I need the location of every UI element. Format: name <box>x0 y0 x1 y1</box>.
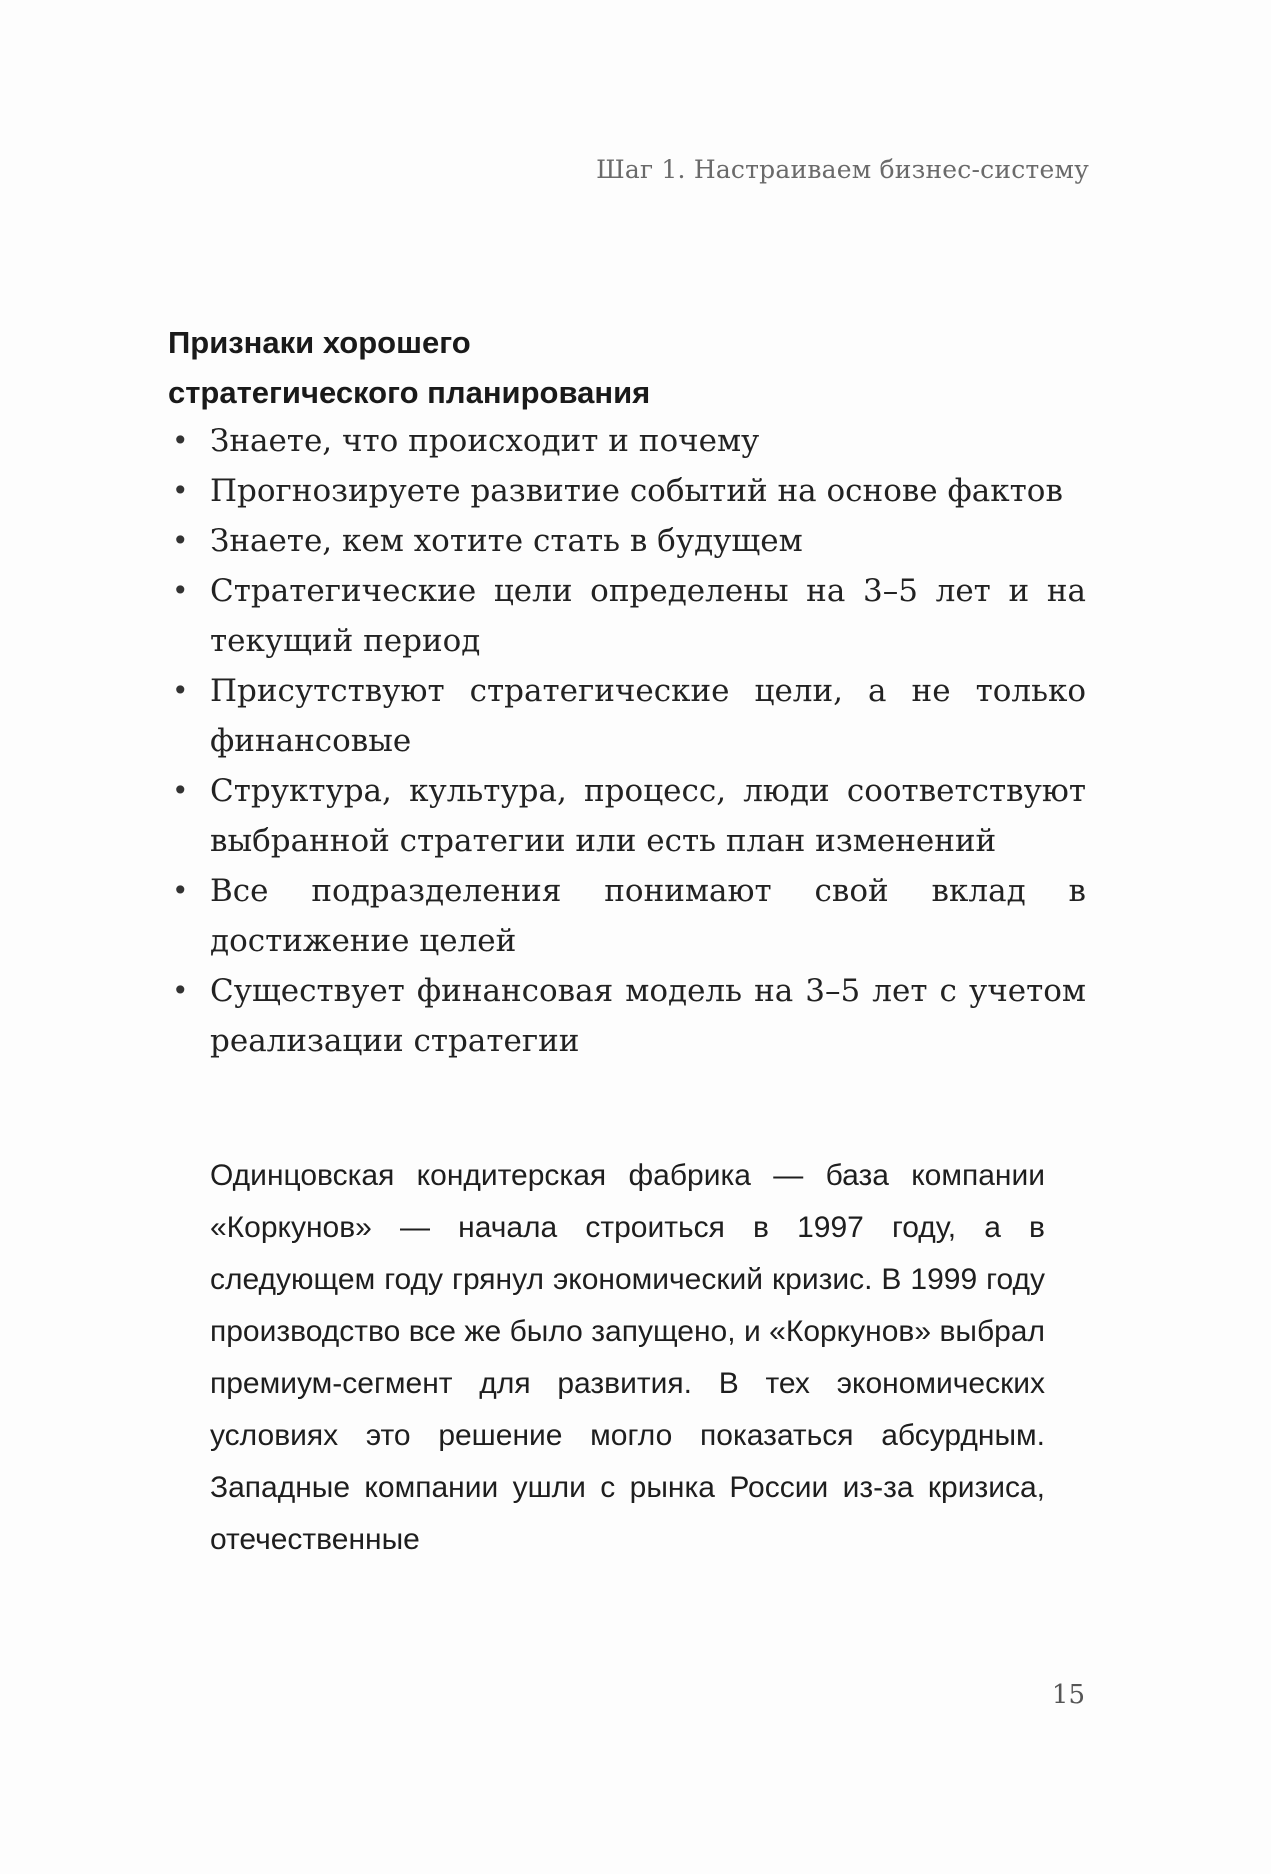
list-item <box>168 866 1086 966</box>
bullet-icon: • <box>172 674 189 707</box>
list-item-text: Существует финансовая модель на 3–5 лет с учетом реализации стратегии <box>210 973 1086 1059</box>
bullet-icon: • <box>172 974 189 1007</box>
list-item-text: Знаете, что происходит и почему <box>210 423 760 459</box>
list-item-text: Прогнозируете развитие событий на основе фактов <box>210 473 1063 509</box>
list-item-text: Знаете, кем хотите стать в будущем <box>210 523 803 559</box>
list-item <box>168 766 1086 866</box>
running-head: Шаг 1. Настраиваем бизнес-систему <box>596 155 1089 184</box>
bullet-icon: • <box>172 524 189 557</box>
list-item <box>168 466 1086 516</box>
list-item-text: Стратегические цели определены на 3–5 лет и на текущий период <box>210 573 1086 659</box>
list-item <box>168 566 1086 666</box>
case-study-paragraph: Одинцовская кондитерская фабрика — база компании «Коркунов» — начала строиться в 1997 году, а в следующем году грянул экономический кризис. В 1999 году производство все же было запущено, и «Коркунов» выбрал премиум-сегмент для развития. В тех экономических условиях это решение могло показаться абсурдным. Западные компании ушли с рынка России из-за кризиса, отечественные <box>210 1159 1045 1556</box>
heading-line-1: Признаки хорошего <box>168 325 471 360</box>
bullet-icon: • <box>172 474 189 507</box>
list-item <box>168 516 1086 566</box>
section-heading <box>168 318 1088 418</box>
list-item-text: Присутствуют стратегические цели, а не только финансовые <box>210 673 1086 759</box>
bullet-icon: • <box>172 874 189 907</box>
list-item-text: Структура, культура, процесс, люди соответствуют выбранной стратегии или есть план изменений <box>210 773 1086 859</box>
bullet-icon: • <box>172 424 189 457</box>
list-item <box>168 666 1086 766</box>
heading-line-2: стратегического планирования <box>168 375 651 410</box>
list-item <box>168 966 1086 1066</box>
bullet-icon: • <box>172 774 189 807</box>
bullet-icon: • <box>172 574 189 607</box>
list-item <box>168 416 1086 466</box>
page-number: 15 <box>1051 1680 1085 1710</box>
list-item-text: Все подразделения понимают свой вклад в достижение целей <box>210 873 1086 959</box>
criteria-list <box>168 416 1086 1066</box>
